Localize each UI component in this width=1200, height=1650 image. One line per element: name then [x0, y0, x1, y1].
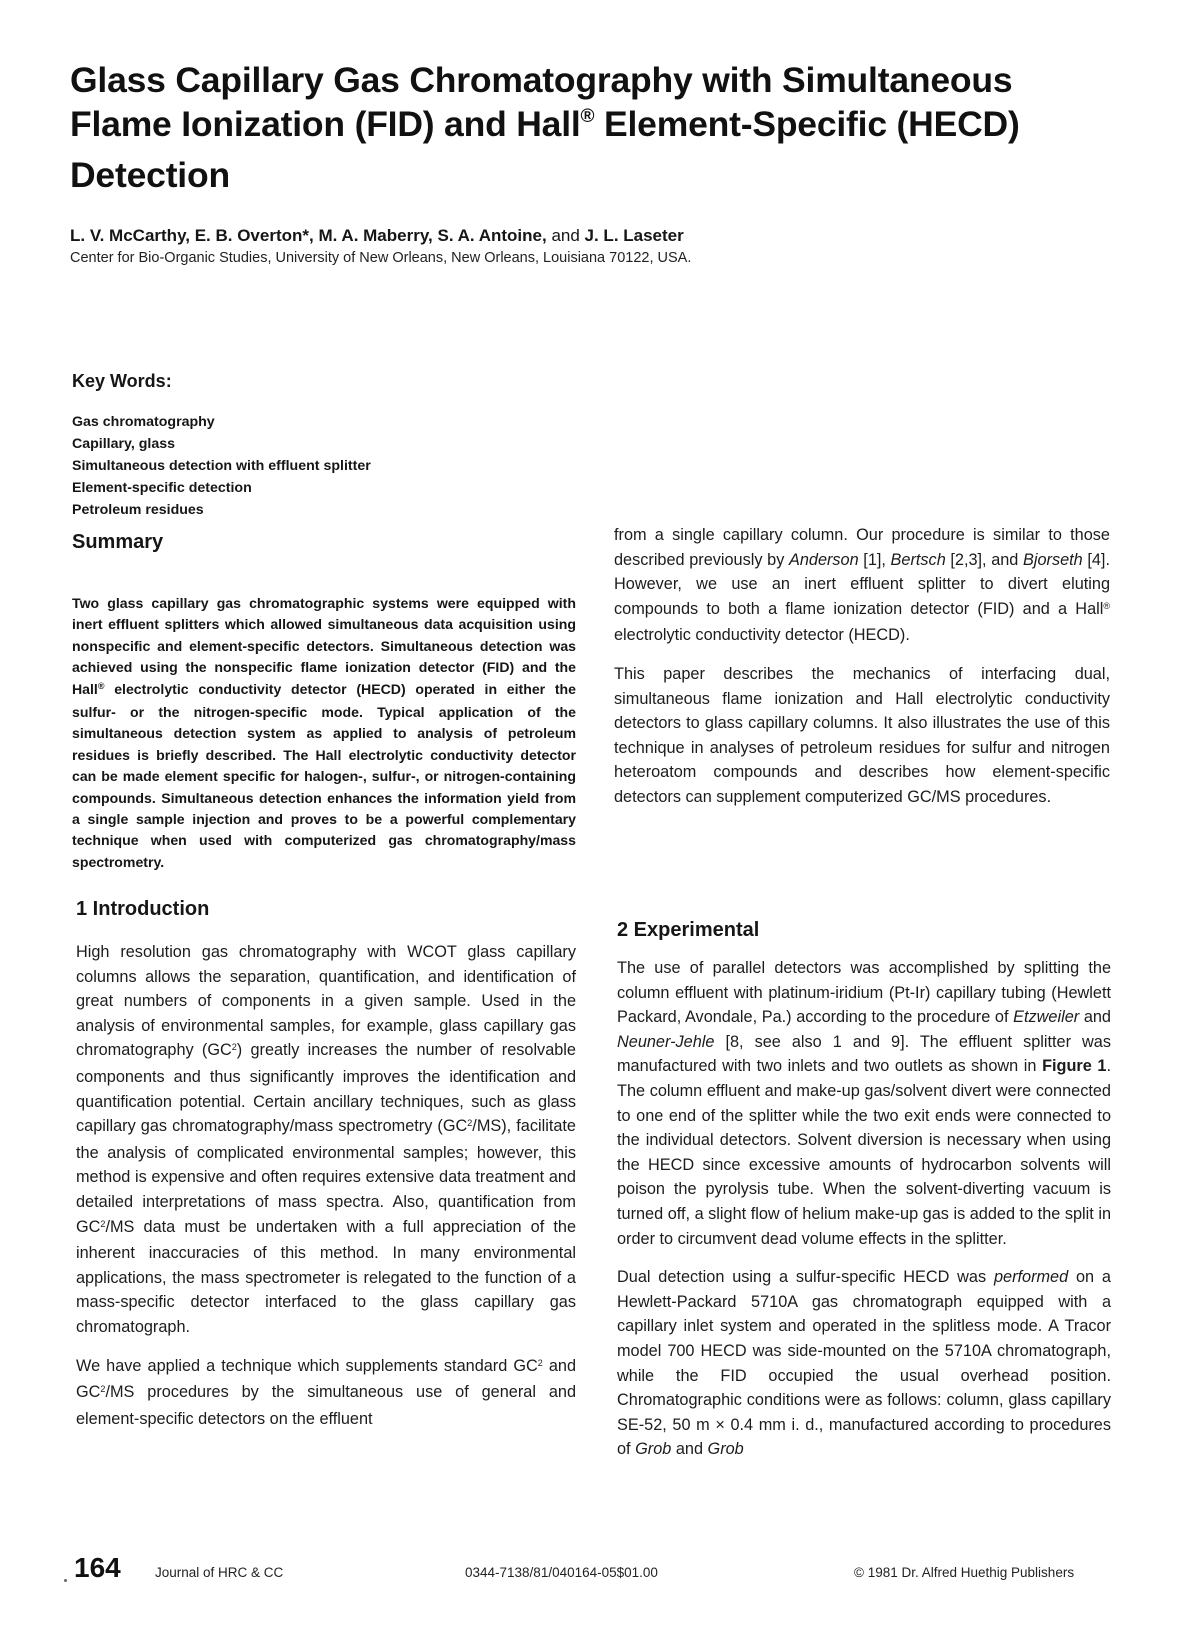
experimental-body: [617, 956, 1111, 1476]
intro-paragraph-4: This paper describes the mechanics of interfacing dual, simultaneous flame ionization and Hall electrolytic conductivity detectors to glass capillary columns. It also illustrates the use of this technique in analyses of petroleum residues for sulfur and nitrogen heteroatom compounds and describes how element-specific detectors can supplement computerized GC/MS procedures.: [614, 664, 1110, 806]
footer-mark: [64, 1579, 67, 1582]
body-text: Dual detection using a sulfur-specific HECD was: [617, 1268, 994, 1287]
author-and: and: [546, 226, 585, 245]
affiliation: Center for Bio-Organic Studies, University of New Orleans, New Orleans, Louisiana 70122, USA.: [70, 250, 692, 266]
summary-heading: Summary: [72, 531, 164, 553]
keyword-item: Petroleum residues: [72, 502, 204, 518]
intro-text: /MS), facilitate the analysis of complicated environmental samples; however, this method is expensive and often requires extensive data treatment and detailed interpretations of mass spectra. Also, quantification from GC: [76, 1117, 576, 1236]
keywords-list: [72, 411, 371, 521]
author-last: J. L. Laseter: [584, 226, 684, 245]
author-ref: Etzweiler: [1013, 1008, 1080, 1027]
page-number: 164: [74, 1552, 121, 1583]
intro-text: ) greatly increases the number of resolvable components and thus significantly improves the identification and quantification potential. Certain ancillary techniques, such as glass capillary gas chromatography/mass spectrometry (GC: [76, 1041, 576, 1136]
title-line-2b: Element-Specific (HECD): [594, 104, 1020, 144]
experimental-paragraph-1: [617, 956, 1111, 1251]
keywords-heading: Key Words:: [72, 371, 172, 391]
superscript: 2: [467, 1118, 473, 1129]
summary-text-2: electrolytic conductivity detector (HECD) operated in either the sulfur- or the nitrogen-specific mode. Typical application of the simultaneous detection system as applied to analysis of petroleum residues is briefly described. The Hall electrolytic conductivity detector can be made element specific for halogen-, sulfur-, or nitrogen-containing compounds. Simultaneous detection enhances the information yield from a single sample injection and proves to be a powerful complementary technique when used with computerized gas chromatography/mass spectrometry.: [72, 680, 576, 870]
summary-text: [72, 593, 576, 873]
author-ref: Grob: [635, 1440, 672, 1459]
intro-paragraph-2: [76, 1354, 576, 1432]
author-ref: Bertsch: [890, 550, 946, 569]
body-text: and: [1079, 1008, 1111, 1027]
body-text: from a single capillary column. Our procedure is similar to those described previously by: [614, 526, 1110, 569]
article-title: [70, 58, 1150, 197]
author-ref: Anderson: [788, 550, 859, 569]
author-ref: Neuner-Jehle: [617, 1032, 715, 1051]
copyright-notice: © 1981 Dr. Alfred Huethig Publishers: [854, 1565, 1075, 1580]
body-text: [2,3], and: [945, 550, 1023, 569]
keyword-item: Element-specific detection: [72, 480, 252, 496]
keyword-item: Gas chromatography: [72, 414, 215, 430]
intro-paragraph-3: [614, 523, 1110, 648]
author-list: [70, 226, 1130, 246]
body-text: on a Hewlett-Packard 5710A gas chromatograph equipped with a capillary inlet system and operated in the splitless mode. A Tracor model 700 HECD was side-mounted on the 5710A chromatograph, while the FID occupied the usual overhead position. Chromatographic conditions were as follows: column, glass capillary SE-52, 50 m × 0.4 mm i. d., manufactured according to procedures of: [617, 1268, 1111, 1459]
intro-text: and GC: [76, 1356, 576, 1402]
superscript: 2: [100, 1384, 106, 1395]
journal-name: Journal of HRC & CC: [155, 1565, 284, 1580]
superscript: 2: [231, 1042, 237, 1053]
article-code: 0344-7138/81/040164-05$01.00: [465, 1565, 658, 1580]
body-text: and: [671, 1440, 708, 1459]
keyword-item: Simultaneous detection with effluent splitter: [72, 458, 371, 474]
author-ref: Grob: [707, 1440, 744, 1459]
intro-text: /MS procedures by the simultaneous use of general and element-specific detectors on the effluent: [76, 1383, 576, 1428]
registered-mark: ®: [1103, 600, 1110, 611]
title-line-1: Glass Capillary Gas Chromatography with Simultaneous: [70, 60, 1013, 100]
body-text: The use of parallel detectors was accomplished by splitting the column effluent with platinum-iridium (Pt-Ir) capillary tubing (Hewlett Packard, Avondale, Pa.) according to the procedure of: [617, 959, 1111, 1027]
body-text: [1],: [858, 550, 891, 569]
body-text: [8, see also 1 and 9]. The effluent splitter was manufactured with two inlets and two outlets as shown in: [617, 1032, 1111, 1076]
body-text: electrolytic conductivity detector (HECD).: [614, 626, 910, 645]
right-column-intro: [614, 523, 1110, 824]
experimental-heading: 2 Experimental: [617, 919, 760, 941]
author-ref: Bjorseth: [1023, 550, 1083, 569]
title-line-2a: Flame Ionization (FID) and Hall: [70, 104, 581, 144]
superscript: 2: [537, 1357, 543, 1368]
intro-text: We have applied a technique which supplements standard GC: [76, 1356, 538, 1375]
body-text: [4]. However, we use an inert effluent splitter to divert eluting compounds to both a flame ionization detector (FID) and a Hall: [614, 550, 1110, 618]
intro-paragraph-1: [76, 940, 576, 1340]
experimental-paragraph-2: [617, 1265, 1111, 1462]
intro-text: /MS data must be undertaken with a full appreciation of the inherent inaccuracies of this method. In many environmental applications, the mass spectrometer is relegated to the function of a mass-specific detector interfaced to the glass capillary gas chromatograph.: [76, 1217, 576, 1336]
summary-text-1: Two glass capillary gas chromatographic systems were equipped with inert effluent splitters which allowed simultaneous data acquisition using nonspecific and element-specific detectors. Simultaneous detection was achieved using the nonspecific flame ionization detector (FID) and the Hall: [72, 595, 576, 697]
intro-text: High resolution gas chromatography with WCOT glass capillary columns allows the separation, quantification, and identification of great numbers of components in a given sample. Used in the analysis of environmental samples, for example, glass capillary gas chromatography (GC: [76, 943, 576, 1060]
italic-text: performed: [993, 1268, 1069, 1287]
keyword-item: Capillary, glass: [72, 436, 176, 452]
figure-reference: Figure 1: [1042, 1057, 1107, 1076]
introduction-body: [76, 940, 576, 1445]
body-text: . The column effluent and make-up gas/solvent divert were connected to one end of the splitter while the two exit ends were connected to the individual detectors. Solvent diversion is necessary when using the HECD since excessive amounts of hydrocarbon solvents will poison the pyrolysis tube. When the solvent-diverting vacuum is turned off, a slight flow of helium make-up gas is added to the split in order to circumvent dead volume effects in the splitter.: [617, 1057, 1111, 1248]
registered-mark: ®: [580, 106, 595, 127]
superscript: 2: [100, 1218, 106, 1229]
registered-mark: ®: [97, 680, 105, 691]
title-line-3: Detection: [70, 155, 230, 195]
author-names: L. V. McCarthy, E. B. Overton*, M. A. Maberry, S. A. Antoine,: [70, 226, 547, 245]
introduction-heading: 1 Introduction: [76, 898, 210, 920]
